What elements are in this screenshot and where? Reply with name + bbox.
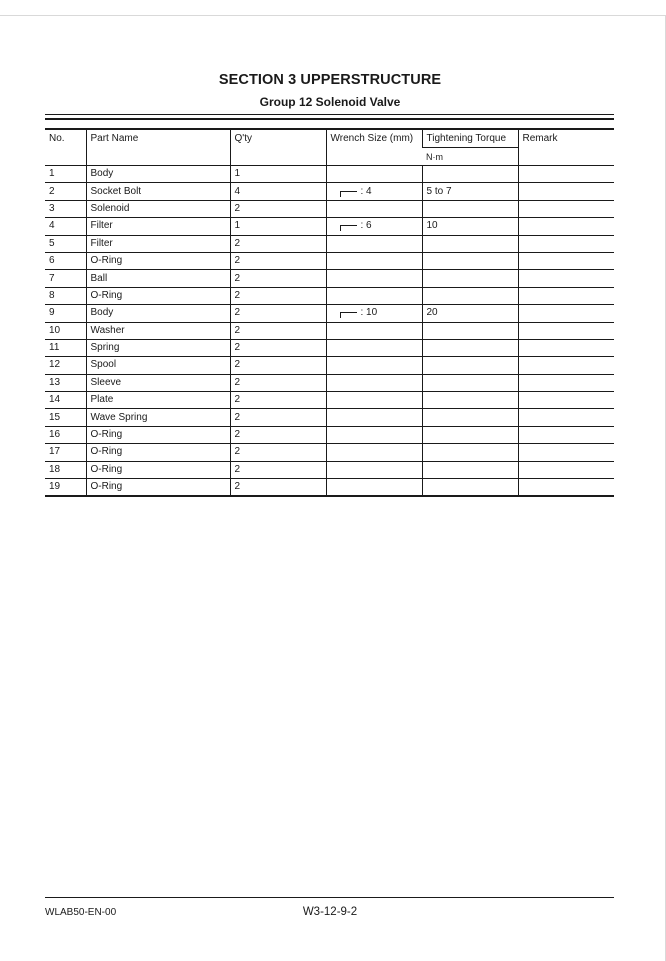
cell-remark bbox=[518, 166, 614, 183]
cell-no: 4 bbox=[45, 218, 86, 235]
hex-wrench-icon bbox=[340, 225, 357, 231]
table-header-row bbox=[45, 129, 614, 148]
cell-part-name: Ball bbox=[86, 270, 230, 287]
hex-wrench-icon bbox=[340, 191, 357, 197]
cell-wrench-size bbox=[326, 287, 422, 304]
cell-qty: 2 bbox=[230, 252, 326, 269]
cell-qty: 2 bbox=[230, 409, 326, 426]
table-row bbox=[45, 409, 614, 426]
cell-wrench-size bbox=[326, 392, 422, 409]
cell-tightening-torque bbox=[422, 322, 518, 339]
cell-remark bbox=[518, 357, 614, 374]
header-remark: Remark bbox=[518, 129, 614, 166]
cell-part-name: Solenoid bbox=[86, 200, 230, 217]
cell-no: 10 bbox=[45, 322, 86, 339]
table-row bbox=[45, 235, 614, 252]
cell-remark bbox=[518, 322, 614, 339]
cell-wrench-size bbox=[326, 322, 422, 339]
cell-tightening-torque: 20 bbox=[422, 305, 518, 322]
cell-remark bbox=[518, 426, 614, 443]
cell-wrench-size bbox=[326, 218, 422, 235]
cell-tightening-torque bbox=[422, 444, 518, 461]
cell-tightening-torque bbox=[422, 339, 518, 356]
table-row bbox=[45, 218, 614, 235]
header-wrench-size: Wrench Size (mm) bbox=[326, 129, 422, 166]
cell-no: 18 bbox=[45, 461, 86, 478]
cell-wrench-size bbox=[326, 339, 422, 356]
table-row bbox=[45, 287, 614, 304]
table-row bbox=[45, 339, 614, 356]
cell-no: 8 bbox=[45, 287, 86, 304]
cell-part-name: O-Ring bbox=[86, 426, 230, 443]
cell-qty: 2 bbox=[230, 270, 326, 287]
table-row bbox=[45, 183, 614, 200]
cell-no: 5 bbox=[45, 235, 86, 252]
cell-tightening-torque bbox=[422, 357, 518, 374]
cell-no: 11 bbox=[45, 339, 86, 356]
table-row bbox=[45, 479, 614, 497]
cell-tightening-torque bbox=[422, 270, 518, 287]
cell-remark bbox=[518, 270, 614, 287]
cell-qty: 1 bbox=[230, 218, 326, 235]
header-torque-unit: N·m bbox=[422, 148, 518, 166]
cell-remark bbox=[518, 444, 614, 461]
cell-no: 15 bbox=[45, 409, 86, 426]
cell-qty: 2 bbox=[230, 444, 326, 461]
cell-remark bbox=[518, 479, 614, 497]
cell-part-name: Wave Spring bbox=[86, 409, 230, 426]
cell-wrench-size bbox=[326, 444, 422, 461]
cell-no: 17 bbox=[45, 444, 86, 461]
cell-part-name: Body bbox=[86, 166, 230, 183]
header-rule-thin bbox=[45, 114, 614, 115]
cell-remark bbox=[518, 200, 614, 217]
cell-tightening-torque bbox=[422, 479, 518, 497]
table-row bbox=[45, 252, 614, 269]
header-tightening-torque: Tightening Torque bbox=[422, 129, 518, 148]
wrench-size-value: : 6 bbox=[360, 220, 372, 232]
cell-part-name: O-Ring bbox=[86, 252, 230, 269]
cell-part-name: Spool bbox=[86, 357, 230, 374]
wrench-size-value: : 10 bbox=[360, 307, 378, 319]
cell-remark bbox=[518, 374, 614, 391]
footer-page-number: W3-12-9-2 bbox=[302, 906, 358, 918]
cell-part-name: O-Ring bbox=[86, 479, 230, 497]
cell-remark bbox=[518, 305, 614, 322]
cell-wrench-size bbox=[326, 200, 422, 217]
cell-wrench-size bbox=[326, 426, 422, 443]
cell-tightening-torque bbox=[422, 287, 518, 304]
cell-qty: 2 bbox=[230, 357, 326, 374]
cell-part-name: Socket Bolt bbox=[86, 183, 230, 200]
cell-remark bbox=[518, 252, 614, 269]
cell-remark bbox=[518, 461, 614, 478]
cell-wrench-size bbox=[326, 235, 422, 252]
cell-tightening-torque bbox=[422, 200, 518, 217]
hex-wrench-icon bbox=[340, 312, 357, 318]
cell-part-name: Spring bbox=[86, 339, 230, 356]
header-part-name: Part Name bbox=[86, 129, 230, 166]
cell-remark bbox=[518, 235, 614, 252]
cell-remark bbox=[518, 409, 614, 426]
cell-part-name: Sleeve bbox=[86, 374, 230, 391]
cell-qty: 2 bbox=[230, 235, 326, 252]
wrench-size-value: : 4 bbox=[360, 185, 372, 197]
table-row bbox=[45, 166, 614, 183]
table-row bbox=[45, 426, 614, 443]
cell-no: 2 bbox=[45, 183, 86, 200]
cell-qty: 1 bbox=[230, 166, 326, 183]
cell-remark bbox=[518, 339, 614, 356]
cell-qty: 2 bbox=[230, 461, 326, 478]
cell-no: 16 bbox=[45, 426, 86, 443]
cell-qty: 2 bbox=[230, 479, 326, 497]
table-row bbox=[45, 270, 614, 287]
footer-rule bbox=[45, 897, 614, 898]
cell-qty: 2 bbox=[230, 322, 326, 339]
table-row bbox=[45, 322, 614, 339]
cell-part-name: O-Ring bbox=[86, 444, 230, 461]
cell-tightening-torque bbox=[422, 426, 518, 443]
cell-part-name: Filter bbox=[86, 235, 230, 252]
cell-qty: 2 bbox=[230, 200, 326, 217]
cell-no: 12 bbox=[45, 357, 86, 374]
cell-tightening-torque bbox=[422, 235, 518, 252]
cell-wrench-size bbox=[326, 357, 422, 374]
page-top-border bbox=[0, 15, 666, 16]
cell-no: 7 bbox=[45, 270, 86, 287]
header-rule-thick bbox=[45, 118, 614, 120]
cell-part-name: O-Ring bbox=[86, 461, 230, 478]
cell-tightening-torque bbox=[422, 461, 518, 478]
cell-wrench-size bbox=[326, 374, 422, 391]
cell-qty: 2 bbox=[230, 339, 326, 356]
table-row bbox=[45, 200, 614, 217]
cell-part-name: O-Ring bbox=[86, 287, 230, 304]
cell-qty: 2 bbox=[230, 426, 326, 443]
table-row bbox=[45, 461, 614, 478]
table-row bbox=[45, 444, 614, 461]
cell-part-name: Washer bbox=[86, 322, 230, 339]
cell-no: 13 bbox=[45, 374, 86, 391]
cell-remark bbox=[518, 392, 614, 409]
cell-qty: 2 bbox=[230, 287, 326, 304]
cell-no: 14 bbox=[45, 392, 86, 409]
cell-qty: 4 bbox=[230, 183, 326, 200]
header-no: No. bbox=[45, 129, 86, 166]
table-row bbox=[45, 357, 614, 374]
cell-tightening-torque bbox=[422, 409, 518, 426]
cell-wrench-size bbox=[326, 461, 422, 478]
section-title: SECTION 3 UPPERSTRUCTURE bbox=[218, 72, 442, 88]
cell-tightening-torque bbox=[422, 392, 518, 409]
cell-wrench-size bbox=[326, 183, 422, 200]
header-qty: Q'ty bbox=[230, 129, 326, 166]
group-title: Group 12 Solenoid Valve bbox=[259, 95, 401, 109]
cell-remark bbox=[518, 218, 614, 235]
cell-remark bbox=[518, 287, 614, 304]
cell-wrench-size bbox=[326, 479, 422, 497]
cell-tightening-torque bbox=[422, 252, 518, 269]
cell-wrench-size bbox=[326, 305, 422, 322]
cell-wrench-size bbox=[326, 409, 422, 426]
parts-table bbox=[45, 128, 614, 497]
cell-part-name: Plate bbox=[86, 392, 230, 409]
cell-part-name: Body bbox=[86, 305, 230, 322]
cell-wrench-size bbox=[326, 270, 422, 287]
table-row bbox=[45, 392, 614, 409]
cell-wrench-size bbox=[326, 166, 422, 183]
cell-tightening-torque bbox=[422, 374, 518, 391]
cell-qty: 2 bbox=[230, 305, 326, 322]
cell-qty: 2 bbox=[230, 392, 326, 409]
cell-no: 9 bbox=[45, 305, 86, 322]
cell-no: 1 bbox=[45, 166, 86, 183]
cell-part-name: Filter bbox=[86, 218, 230, 235]
cell-no: 19 bbox=[45, 479, 86, 497]
cell-remark bbox=[518, 183, 614, 200]
cell-tightening-torque bbox=[422, 166, 518, 183]
cell-qty: 2 bbox=[230, 374, 326, 391]
cell-tightening-torque: 10 bbox=[422, 218, 518, 235]
cell-wrench-size bbox=[326, 252, 422, 269]
footer-doc-code: WLAB50-EN-00 bbox=[45, 907, 117, 918]
table-row bbox=[45, 374, 614, 391]
cell-no: 3 bbox=[45, 200, 86, 217]
cell-tightening-torque: 5 to 7 bbox=[422, 183, 518, 200]
table-row bbox=[45, 305, 614, 322]
cell-no: 6 bbox=[45, 252, 86, 269]
